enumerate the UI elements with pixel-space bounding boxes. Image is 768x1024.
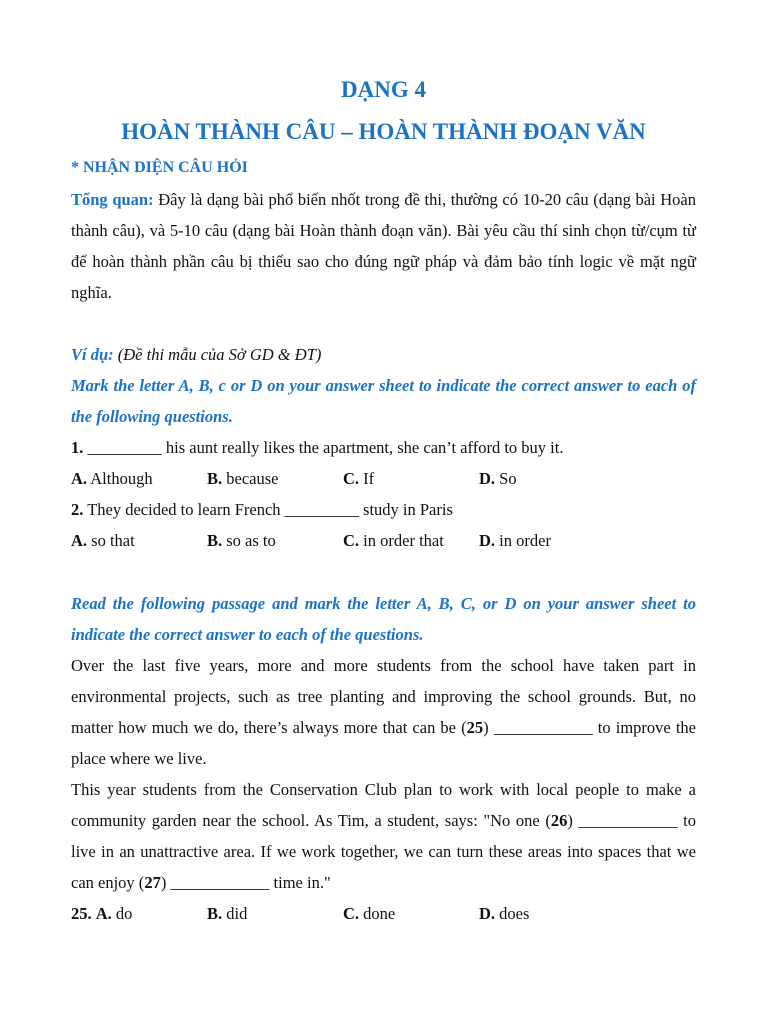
option-d: D. in order xyxy=(479,531,551,550)
question-number: 2. xyxy=(71,500,84,519)
question-text: _________ his aunt really likes the apartment, she can’t afford to buy it. xyxy=(83,438,564,457)
instruction-passage: Read the following passage and mark the letter A, B, C, or D on your answer sheet to indicate the correct answer to each of the questions. xyxy=(71,594,696,644)
section-heading: * NHẬN DIỆN CÂU HỎI xyxy=(71,159,248,176)
blank-number-26: 26 xyxy=(550,811,568,830)
example-label: Ví dụ: xyxy=(71,345,114,364)
option-c: C. in order that xyxy=(343,531,444,550)
option-c: C. If xyxy=(343,469,375,488)
example-line xyxy=(71,339,696,370)
option-a: A. so that xyxy=(71,531,135,550)
blank-number-27: 27 xyxy=(144,873,161,892)
option-a: 25. A. do xyxy=(71,904,133,923)
overview-label: Tổng quan: xyxy=(71,190,154,209)
question-1 xyxy=(71,432,696,463)
question-number: 1. xyxy=(71,438,84,457)
question-2 xyxy=(71,494,696,525)
passage-paragraph-2: This year students from the Conservation Club plan to work with local people to make a community garden near the school. As Tim, a student, says: "No one (26) ____________ to live in an unattractive area. If we work together, we can turn these areas into spaces that we can enjoy (27) ____________ time in." xyxy=(71,780,696,892)
option-d: D. does xyxy=(479,904,530,923)
example-source: (Đề thi mẫu của Sở GD & ĐT) xyxy=(113,345,322,364)
page-subtitle: HOÀN THÀNH CÂU – HOÀN THÀNH ĐOẠN VĂN xyxy=(121,119,646,144)
question-2-options xyxy=(71,525,696,556)
question-1-options xyxy=(71,463,696,494)
option-c: C. done xyxy=(343,904,396,923)
question-25-options xyxy=(71,898,696,929)
overview-paragraph xyxy=(71,184,696,308)
page-title: DẠNG 4 xyxy=(341,77,426,102)
option-b: B. because xyxy=(207,469,279,488)
blank-number-25: 25 xyxy=(466,718,484,737)
spacer xyxy=(71,556,696,588)
instruction-questions: Mark the letter A, B, c or D on your answer sheet to indicate the correct answer to each of the following questions. xyxy=(71,376,696,426)
question-text: They decided to learn French _________ study in Paris xyxy=(83,500,453,519)
option-b: B. so as to xyxy=(207,531,276,550)
option-a: A. Although xyxy=(71,469,153,488)
passage-paragraph-1: Over the last five years, more and more students from the school have taken part in environmental projects, such as tree planting and improving the school grounds. But, no matter how much we do, there’s always more that can be (25) ____________ to improve the place where we live. xyxy=(71,656,696,768)
option-b: B. did xyxy=(207,904,248,923)
spacer xyxy=(71,308,696,339)
option-d: D. So xyxy=(479,469,517,488)
overview-text: Đây là dạng bài phổ biến nhốt trong đề thi, thường có 10-20 câu (dạng bài Hoàn thành câu), và 5-10 câu (dạng bài Hoàn thành đoạn văn). Bài yêu cầu thí sinh chọn từ/cụm từ để hoàn thành phần câu bị thiếu sao cho đúng ngữ pháp và đảm bảo tính logic về mặt ngữ nghĩa. xyxy=(71,190,696,302)
